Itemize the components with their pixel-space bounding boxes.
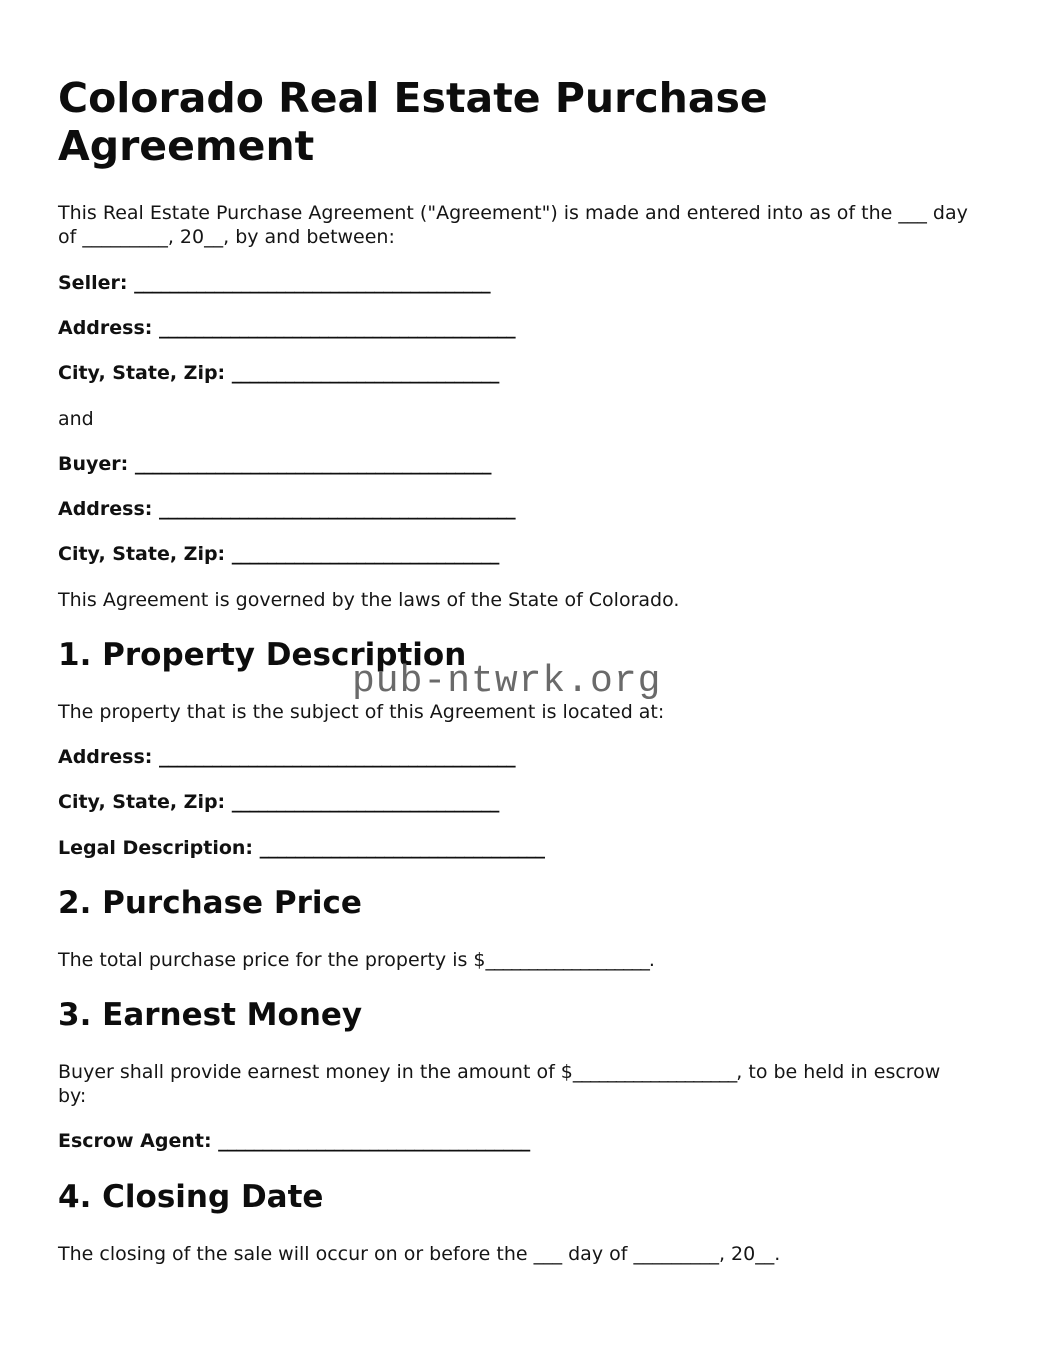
section-heading-purchase-price: 2. Purchase Price [58,885,362,921]
seller-city-state-zip-field[interactable] [58,361,499,385]
closing-date-text: The closing of the sale will occur on or before the ___ day of _________, 20__. [58,1243,781,1265]
seller-address-blank[interactable]: ________________________________________ [159,317,516,339]
property-address-blank[interactable]: ________________________________________ [159,746,516,768]
section-heading-property-description: 1. Property Description [58,637,467,673]
seller-address-field[interactable] [58,316,515,340]
property-city-state-zip-field[interactable] [58,790,499,814]
watermark: pub-ntwrk.org [352,660,662,703]
section-heading-closing-date: 4. Closing Date [58,1179,324,1215]
document-title: Colorado Real Estate Purchase Agreement [58,74,768,170]
buyer-city-state-zip-label: City, State, Zip: [58,543,226,565]
escrow-agent-field[interactable] [58,1129,530,1153]
buyer-address-blank[interactable]: ________________________________________ [159,498,516,520]
earnest-money-text-before: Buyer shall provide earnest money in the amount of $ [58,1061,573,1083]
buyer-city-state-zip-blank[interactable]: ______________________________ [231,543,499,565]
property-description-text: The property that is the subject of this Agreement is located at: [58,701,665,723]
and-text: and [58,408,94,430]
legal-description-blank[interactable]: ________________________________ [259,837,545,859]
buyer-name-field[interactable] [58,452,491,476]
buyer-name-blank[interactable]: ________________________________________ [134,453,491,475]
purchase-price-text-before: The total purchase price for the property is $ [58,949,486,971]
seller-name-blank[interactable]: ________________________________________ [134,272,491,294]
escrow-agent-label: Escrow Agent: [58,1130,212,1152]
buyer-city-state-zip-field[interactable] [58,542,499,566]
earnest-money-blank[interactable]: ___________________ [572,1061,737,1083]
property-city-state-zip-label: City, State, Zip: [58,791,226,813]
escrow-agent-blank[interactable]: ___________________________________ [218,1130,530,1152]
property-city-state-zip-blank[interactable]: ______________________________ [231,791,499,813]
earnest-money-text-after: , to be held in escrow by: [58,1061,941,1107]
purchase-price-blank[interactable]: ___________________ [485,949,649,971]
seller-city-state-zip-blank[interactable]: ______________________________ [231,362,499,384]
legal-description-field[interactable] [58,836,544,860]
buyer-address-label: Address: [58,498,153,520]
governing-law-text: This Agreement is governed by the laws of the State of Colorado. [58,589,680,611]
seller-name-label: Seller: [58,272,128,294]
buyer-address-field[interactable] [58,497,515,521]
intro-text: This Real Estate Purchase Agreement ("Agreement") is made and entered into as of the [58,202,893,224]
section-heading-earnest-money: 3. Earnest Money [58,997,363,1033]
seller-city-state-zip-label: City, State, Zip: [58,362,226,384]
property-address-field[interactable] [58,745,515,769]
intro-paragraph [58,201,973,249]
intro-date-line: ___ day of _________, 20__, by and between: [58,202,968,248]
property-address-label: Address: [58,746,153,768]
buyer-name-label: Buyer: [58,453,129,475]
legal-description-label: Legal Description: [58,837,254,859]
purchase-price-text-after: . [648,949,655,971]
purchase-price-text [58,948,973,972]
seller-address-label: Address: [58,317,153,339]
earnest-money-text [58,1060,973,1108]
seller-name-field[interactable] [58,271,490,295]
